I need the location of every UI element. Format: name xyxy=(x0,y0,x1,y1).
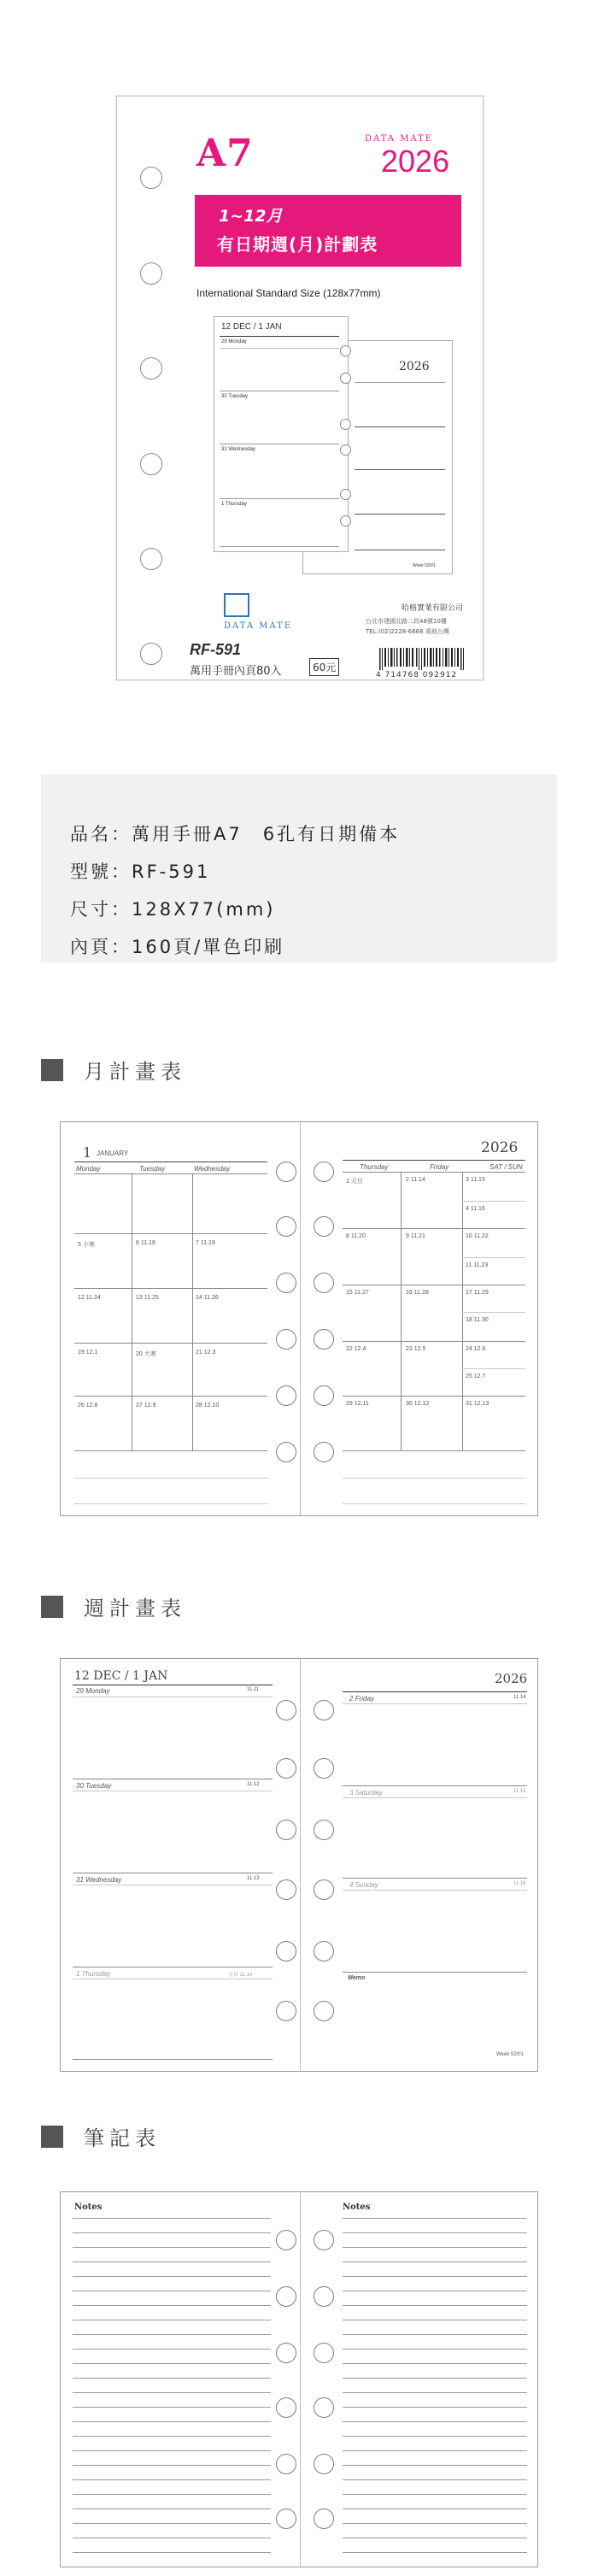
binder-hole xyxy=(314,1216,334,1237)
binder-hole xyxy=(276,2397,296,2418)
binder-hole xyxy=(140,357,162,379)
binder-hole xyxy=(140,453,162,475)
week-number: Week 52/01 xyxy=(496,2052,524,2057)
note-rule-line xyxy=(73,2349,271,2350)
binder-hole xyxy=(314,2230,334,2250)
band-title-line1: 1~12月 xyxy=(219,207,283,226)
note-rule-line xyxy=(73,2247,271,2248)
note-rule-line xyxy=(343,2305,527,2306)
binder-hole xyxy=(314,1385,334,1406)
binder-hole xyxy=(314,1820,334,1840)
company-name: 哈格實業有限公司 xyxy=(402,604,464,613)
binder-hole xyxy=(276,1442,296,1462)
note-rule-line xyxy=(73,2494,271,2495)
spec-size: 尺寸：128X77(mm) xyxy=(70,899,276,920)
binder-hole xyxy=(314,2001,334,2021)
binder-hole xyxy=(314,1879,334,1900)
mini-week: Week 52/01 xyxy=(413,563,436,568)
note-rule-line xyxy=(73,2523,271,2524)
note-rule-line xyxy=(73,2232,271,2233)
note-rule-line xyxy=(343,2508,527,2509)
section-marker xyxy=(41,1596,63,1618)
mini-page-front: 12 DEC / 1 JAN 29 Monday 30 Tuesday 31 Wednesday 1 Thursday xyxy=(214,316,349,552)
mini-hole xyxy=(340,345,351,356)
brand-name: DATA MATE xyxy=(365,134,434,144)
month-number: 1 xyxy=(83,1144,92,1161)
binder-hole xyxy=(140,548,162,570)
binder-hole xyxy=(276,1700,296,1720)
section-title-notes: 筆記表 xyxy=(84,2126,161,2150)
section-title-weekly: 週計畫表 xyxy=(84,1597,186,1620)
note-rule-line xyxy=(73,2392,271,2393)
spec-product-name: 品名：萬用手冊A7 6孔有日期備本 xyxy=(70,824,401,844)
binder-hole xyxy=(314,1700,334,1720)
company-tel: TEL:(02)2228-6868 遠地台灣 xyxy=(366,628,449,635)
note-rule-line xyxy=(343,2218,527,2219)
note-rule-line xyxy=(73,2450,271,2451)
note-rule-line xyxy=(73,2479,271,2480)
binder-hole xyxy=(140,167,162,189)
note-rule-line xyxy=(343,2261,527,2262)
mini-date: 12 DEC / 1 JAN xyxy=(221,322,282,332)
spec-pages: 內頁：160頁/單色印刷 xyxy=(70,937,285,957)
note-rule-line xyxy=(343,2494,527,2495)
model-number: RF-591 xyxy=(190,641,242,658)
month-year: 2026 xyxy=(481,1139,519,1156)
binder-hole xyxy=(314,2508,334,2529)
note-rule-line xyxy=(343,2378,527,2379)
binder-hole xyxy=(314,2397,334,2418)
mini-hole xyxy=(340,419,351,430)
binder-hole xyxy=(314,1442,334,1462)
band-title-line2: 有日期週(月)計劃表 xyxy=(217,234,378,255)
mini-hole xyxy=(340,444,351,456)
notes-title-left: Notes xyxy=(74,2203,103,2212)
binder-hole xyxy=(276,2343,296,2363)
note-rule-line xyxy=(343,2407,527,2408)
binder-hole xyxy=(276,1758,296,1779)
notes-spread xyxy=(60,2191,538,2567)
month-name: JANUARY xyxy=(97,1150,129,1157)
binder-hole xyxy=(276,1385,296,1406)
mini-hole xyxy=(340,373,351,384)
section-marker xyxy=(41,1059,63,1081)
size-label: A7 xyxy=(196,132,254,175)
binder-hole xyxy=(276,2454,296,2474)
note-rule-line xyxy=(73,2305,271,2306)
binder-hole xyxy=(314,2454,334,2474)
binder-hole xyxy=(140,262,162,285)
note-rule-line xyxy=(343,2450,527,2451)
note-rule-line xyxy=(343,2232,527,2233)
brand-logo xyxy=(224,593,249,617)
weekly-spread: 12 DEC / 1 JAN 29 Monday 11.11 30 Tuesday 11.12 31 Wednesday 11.13 1 Thursday 元旦 11.14 2026 2 Friday 11.14 3 Saturday 11.15 4 Sunday 11.16 Memo Week 52/01 xyxy=(60,1658,538,2072)
company-address: 台北市建國北路二段48號10樓 xyxy=(366,618,447,625)
binder-hole xyxy=(276,1329,296,1350)
note-rule-line xyxy=(73,2407,271,2408)
binder-hole xyxy=(140,643,162,665)
week-year: 2026 xyxy=(495,1671,528,1686)
mini-hole xyxy=(340,489,351,500)
binder-hole xyxy=(314,1941,334,1961)
note-rule-line xyxy=(343,2349,527,2350)
note-rule-line xyxy=(343,2334,527,2335)
note-rule-line xyxy=(73,2276,271,2277)
binder-hole xyxy=(276,1879,296,1900)
notes-title-right: Notes xyxy=(343,2203,371,2212)
binder-hole xyxy=(314,2343,334,2363)
week-date-head: 12 DEC / 1 JAN xyxy=(74,1669,168,1683)
binder-hole xyxy=(314,1162,334,1182)
note-rule-line xyxy=(343,2465,527,2466)
binder-hole xyxy=(314,1273,334,1293)
note-rule-line xyxy=(343,2479,527,2480)
section-marker xyxy=(41,2126,63,2148)
binder-hole xyxy=(314,1758,334,1779)
note-rule-line xyxy=(343,2523,527,2524)
note-rule-line xyxy=(73,2552,271,2553)
note-rule-line xyxy=(73,2334,271,2335)
pack-description: 萬用手冊內頁80入 xyxy=(190,665,282,678)
note-rule-line xyxy=(73,2378,271,2379)
monthly-spread: 1 JANUARY Monday Tuesday Wednesday 5 小寒 6 11.18 7 11.19 12 11.24 13 11.25 14 11.26 19 12.1 20 大寒 21 12.3 26 12.8 27 12.9 28 12.10 2026 Thursday Friday SAT / SUN 1 元旦 2 11.14 3 11.15 4 11.16 8 11.20 9 11.21 10 11.22 11 11.23 15 11.27 16 11.28 17 11.29 18 11.30 22 12.4 23 12.5 24 12.6 25 12.7 29 12.11 30 12.12 31 12.13 xyxy=(60,1121,538,1516)
note-rule-line xyxy=(343,2363,527,2364)
memo-label: Memo xyxy=(348,1975,366,1981)
binder-hole xyxy=(276,1162,296,1182)
note-rule-line xyxy=(73,2421,271,2422)
note-rule-line xyxy=(73,2218,271,2219)
binder-hole xyxy=(276,1216,296,1237)
binder-hole xyxy=(276,1273,296,1293)
binder-hole xyxy=(276,1941,296,1961)
barcode xyxy=(379,648,465,670)
binder-hole xyxy=(314,1329,334,1350)
section-title-monthly: 月計畫表 xyxy=(84,1060,186,1084)
note-rule-line xyxy=(73,2508,271,2509)
note-rule-line xyxy=(343,2436,527,2437)
price-tag: 60元 xyxy=(309,658,339,676)
note-rule-line xyxy=(73,2363,271,2364)
logo-text: DATA MATE xyxy=(224,621,293,631)
binder-hole xyxy=(314,2286,334,2307)
note-rule-line xyxy=(343,2421,527,2422)
binder-hole xyxy=(276,1820,296,1840)
binder-hole xyxy=(276,2508,296,2529)
note-rule-line xyxy=(343,2276,527,2277)
spec-model: 型號：RF-591 xyxy=(70,862,211,882)
note-rule-line xyxy=(343,2247,527,2248)
barcode-number: 4 714768 092912 xyxy=(376,671,458,679)
note-rule-line xyxy=(343,2552,527,2553)
note-rule-line xyxy=(73,2436,271,2437)
binder-hole xyxy=(276,2230,296,2250)
note-rule-line xyxy=(73,2465,271,2466)
binder-hole xyxy=(276,2001,296,2021)
note-rule-line xyxy=(343,2392,527,2393)
cover-year: 2026 xyxy=(381,144,450,179)
binder-hole xyxy=(276,2286,296,2307)
mini-hole xyxy=(340,515,351,526)
international-size: International Standard Size (128x77mm) xyxy=(196,287,381,299)
note-rule-line xyxy=(73,2261,271,2262)
mini-year: 2026 xyxy=(399,360,430,373)
